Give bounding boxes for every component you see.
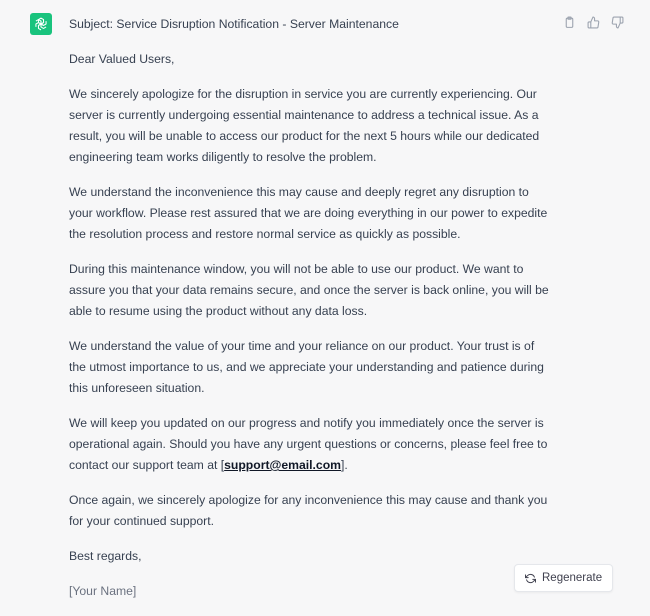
copy-button[interactable] <box>561 14 577 30</box>
regenerate-label: Regenerate <box>542 572 603 584</box>
assistant-avatar <box>30 13 52 35</box>
refresh-icon <box>525 573 536 584</box>
email-signoff: Best regards, <box>69 549 142 563</box>
email-greeting: Dear Valued Users, <box>69 52 175 66</box>
thumbs-down-button[interactable] <box>609 14 625 30</box>
email-paragraph: During this maintenance window, you will not be able to use our product. We want to assure you that your data remains secure, and once the server is back online, you will be able to resume using the product without any data loss. <box>69 262 549 318</box>
email-paragraph: We sincerely apologize for the disruption in service you are currently experiencing. Our server is currently undergoing essential maintenance to address a technical issue. As a result, you will be unable to access our product for the next 5 hours while our dedicated engineering team works diligently to resolve the problem. <box>69 87 540 164</box>
contact-text-before: We will keep you updated on our progress and notify you immediately once the server is operational again. Should you have any urgent questions or concerns, please feel free to contact our support team at [ <box>69 416 548 472</box>
clipboard-icon <box>563 16 576 29</box>
email-closing-paragraph: Once again, we sincerely apologize for any inconvenience this may cause and thank you for your continued support. <box>69 493 548 528</box>
contact-text-after: ]. <box>341 458 348 472</box>
email-paragraph: We understand the value of your time and your reliance on our product. Your trust is of the utmost importance to us, and we appreciate your understanding and patience during this unforeseen situation. <box>69 339 544 395</box>
regenerate-button[interactable] <box>514 564 613 592</box>
email-signature: [Your Name] <box>69 584 137 598</box>
thumbs-down-icon <box>611 16 624 29</box>
email-contact-paragraph <box>69 413 549 476</box>
email-subject: Subject: Service Disruption Notification - Server Maintenance <box>69 17 399 31</box>
message-actions <box>561 14 625 30</box>
email-paragraph: We understand the inconvenience this may cause and deeply regret any disruption to your workflow. Please rest assured that we are doing everything in our power to expedite the resolution process and restore normal service as quickly as possible. <box>69 185 548 241</box>
thumbs-up-icon <box>587 16 600 29</box>
message-content <box>69 14 549 616</box>
openai-logo-icon <box>33 16 49 32</box>
thumbs-up-button[interactable] <box>585 14 601 30</box>
support-email-link[interactable]: support@email.com <box>224 458 341 472</box>
